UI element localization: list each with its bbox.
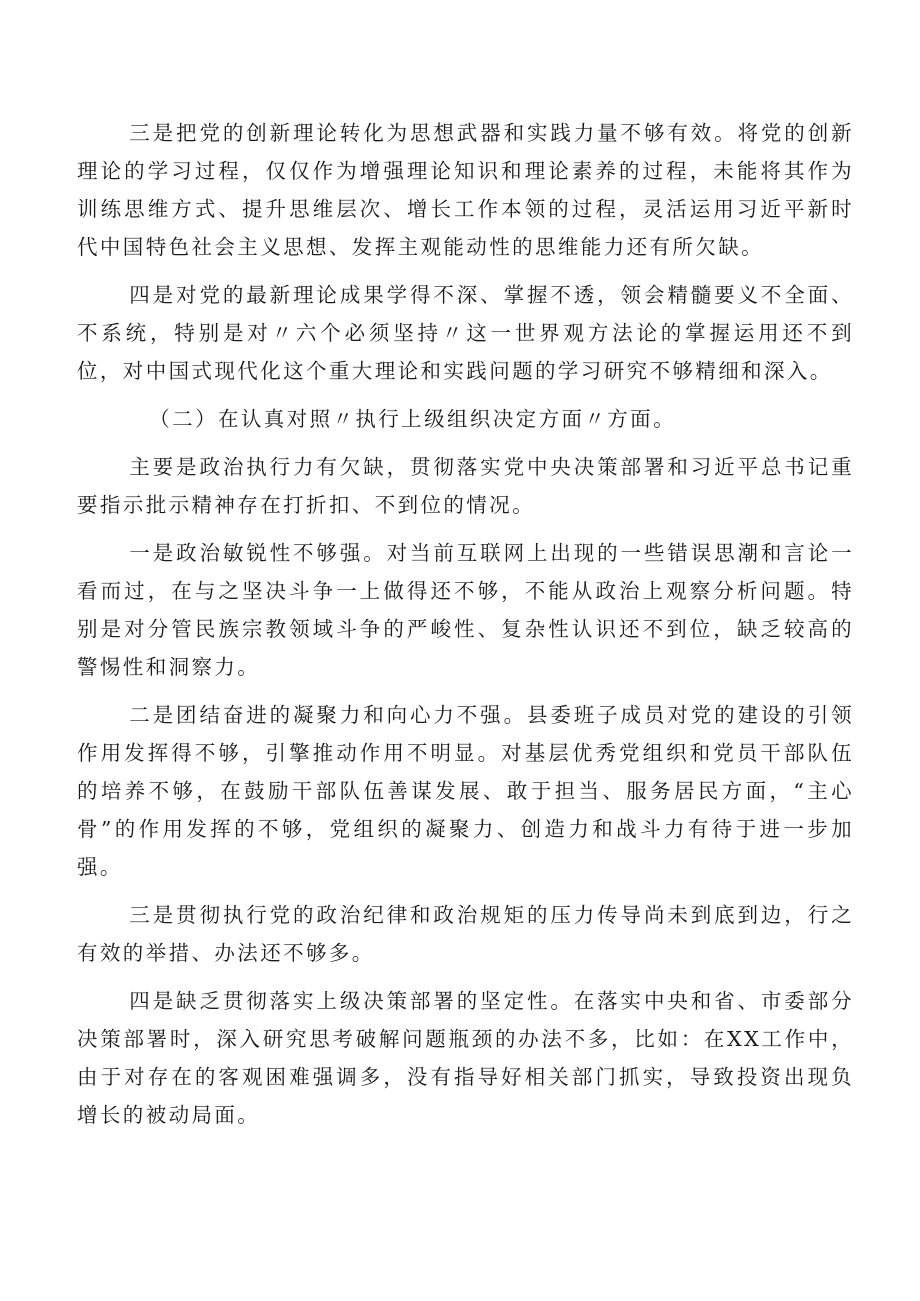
paragraph-discipline-pressure: 三是贯彻执行党的政治纪律和政治规矩的压力传导尚未到底到边，行之有效的举措、办法还不够多。 (77, 903, 854, 965)
paragraph-latest-theory: 四是对党的最新理论成果学得不深、掌握不透，领会精髓要义不全面、不系统，特别是对〃六个必须坚持〃这一世界观方法论的掌握运用还不到位，对中国式现代化这个重大理论和实践问题的学习研究不够精细和深入。 (77, 283, 854, 383)
paragraph-theory-transformation: 三是把党的创新理论转化为思想武器和实践力量不够有效。将党的创新理论的学习过程，仅仅作为增强理论知识和理论素养的过程，未能将其作为训练思维方式、提升思维层次、增长工作本领的过程，灵活运用习近平新时代中国特色社会主义思想、发挥主观能动性的思维能力还有所欠缺。 (77, 121, 854, 259)
paragraph-decision-firmness: 四是缺乏贯彻落实上级决策部署的坚定性。在落实中央和省、市委部分决策部署时，深入研究思考破解问题瓶颈的办法不多，比如：在XX工作中，由于对存在的客观困难强调多，没有指导好相关部门抓实，导致投资出现负增长的被动局面。 (77, 989, 854, 1127)
paragraph-cohesion: 二是团结奋进的凝聚力和向心力不强。县委班子成员对党的建设的引领作用发挥得不够，引擎推动作用不明显。对基层优秀党组织和党员干部队伍的培养不够，在鼓励干部队伍善谋发展、敢于担当、服务居民方面，“主心骨”的作用发挥的不够，党组织的凝聚力、创造力和战斗力有待于进一步加强。 (77, 703, 854, 879)
paragraph-political-sensitivity: 一是政治敏锐性不够强。对当前互联网上出现的一些错误思潮和言论一看而过，在与之坚决斗争一上做得还不够，不能从政治上观察分析问题。特别是对分管民族宗教领域斗争的严峻性、复杂性认识还不到位，缺乏较高的警惕性和洞察力。 (77, 541, 854, 679)
document-body (77, 114, 854, 1144)
paragraph-execution-summary: 主要是政治执行力有欠缺，贯彻落实党中央决策部署和习近平总书记重要指示批示精神存在打折扣、不到位的情况。 (77, 455, 854, 517)
section-heading-2: （二）在认真对照〃执行上级组织决定方面〃方面。 (149, 407, 676, 431)
